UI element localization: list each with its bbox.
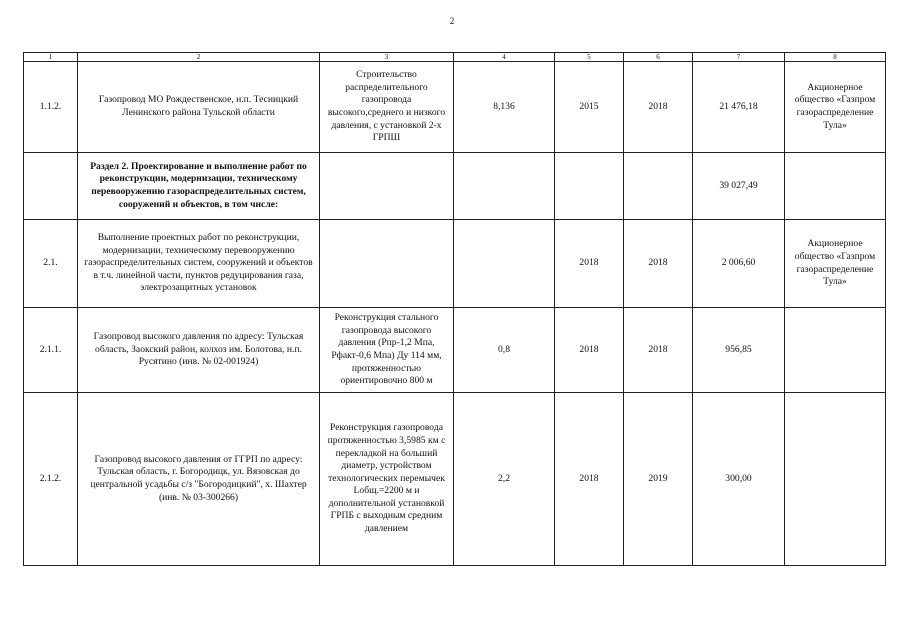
length-value: [454, 220, 555, 308]
start-year: 2015: [555, 62, 624, 153]
start-year: 2018: [555, 393, 624, 566]
cost-value: 21 476,18: [693, 62, 785, 153]
column-number-row: [24, 53, 886, 62]
cost-value: 39 027,49: [693, 153, 785, 220]
executor: [785, 308, 886, 393]
row-number: 2.1.1.: [24, 308, 78, 393]
cost-value: 2 006,60: [693, 220, 785, 308]
object-name: Газопровод высокого давления от ГГРП по адресу: Тульская область, г. Богородицк, ул. Вязовская до центральной усадьбы с/з "Богородицкий", х. Шахтер (инв. № 03-300266): [78, 393, 320, 566]
work-description: Реконструкция газопровода протяженностью 3,5985 км с перекладкой на больший диаметр, устройством технологических перемычек Lобщ.=2200 м и дополнительной установкой ГРПБ с выходным средним давлением: [320, 393, 454, 566]
table-row: [24, 308, 886, 393]
length-value: 2,2: [454, 393, 555, 566]
column-number: 8: [785, 53, 886, 62]
cost-value: 956,85: [693, 308, 785, 393]
column-number: 7: [693, 53, 785, 62]
end-year: 2018: [624, 308, 693, 393]
work-description: [320, 220, 454, 308]
row-number: [24, 153, 78, 220]
executor: Акционерное общество «Газпром газораспределение Тула»: [785, 62, 886, 153]
length-value: [454, 153, 555, 220]
start-year: [555, 153, 624, 220]
object-name: Газопровод высокого давления по адресу: Тульская область, Заокский район, колхоз им. Болотова, н.п. Русятино (инв. № 02-001924): [78, 308, 320, 393]
end-year: 2018: [624, 62, 693, 153]
column-number: 2: [78, 53, 320, 62]
start-year: 2018: [555, 308, 624, 393]
work-description: Строительство распределительного газопровода высокого,среднего и низкого давления, с установкой 2-х ГРПШ: [320, 62, 454, 153]
column-number: 1: [24, 53, 78, 62]
table-row: [24, 220, 886, 308]
table-row: [24, 393, 886, 566]
start-year: 2018: [555, 220, 624, 308]
length-value: 8,136: [454, 62, 555, 153]
work-description: [320, 153, 454, 220]
section-title: Раздел 2. Проектирование и выполнение работ по реконструкции, модернизации, техническому перевооружению газораспределительных систем, сооружений и объектов, в том числе:: [78, 153, 320, 220]
work-description: Реконструкция стального газопровода высокого давления (Рпр-1,2 Мпа, Рфакт-0,6 Мпа) Ду 114 мм, протяженностью ориентировочно 800 м: [320, 308, 454, 393]
table-row: [24, 62, 886, 153]
page-number: 2: [449, 16, 455, 26]
row-number: 1.1.2.: [24, 62, 78, 153]
executor: Акционерное общество «Газпром газораспределение Тула»: [785, 220, 886, 308]
cost-value: 300,00: [693, 393, 785, 566]
section-row: [24, 153, 886, 220]
object-name: Газопровод МО Рождественское, н.п. Тесницкий Ленинского района Тульской области: [78, 62, 320, 153]
column-number: 6: [624, 53, 693, 62]
object-name: Выполнение проектных работ по реконструкции, модернизации, техническому перевооружению газораспределительных систем, сооружений и объектов в т.ч. линейной части, пунктов редуцирования газа, электрозащитных установок: [78, 220, 320, 308]
end-year: [624, 153, 693, 220]
row-number: 2.1.2.: [24, 393, 78, 566]
length-value: 0,8: [454, 308, 555, 393]
investment-program-table: [23, 52, 886, 566]
column-number: 4: [454, 53, 555, 62]
column-number: 5: [555, 53, 624, 62]
end-year: 2019: [624, 393, 693, 566]
executor: [785, 153, 886, 220]
row-number: 2.1.: [24, 220, 78, 308]
executor: [785, 393, 886, 566]
end-year: 2018: [624, 220, 693, 308]
column-number: 3: [320, 53, 454, 62]
